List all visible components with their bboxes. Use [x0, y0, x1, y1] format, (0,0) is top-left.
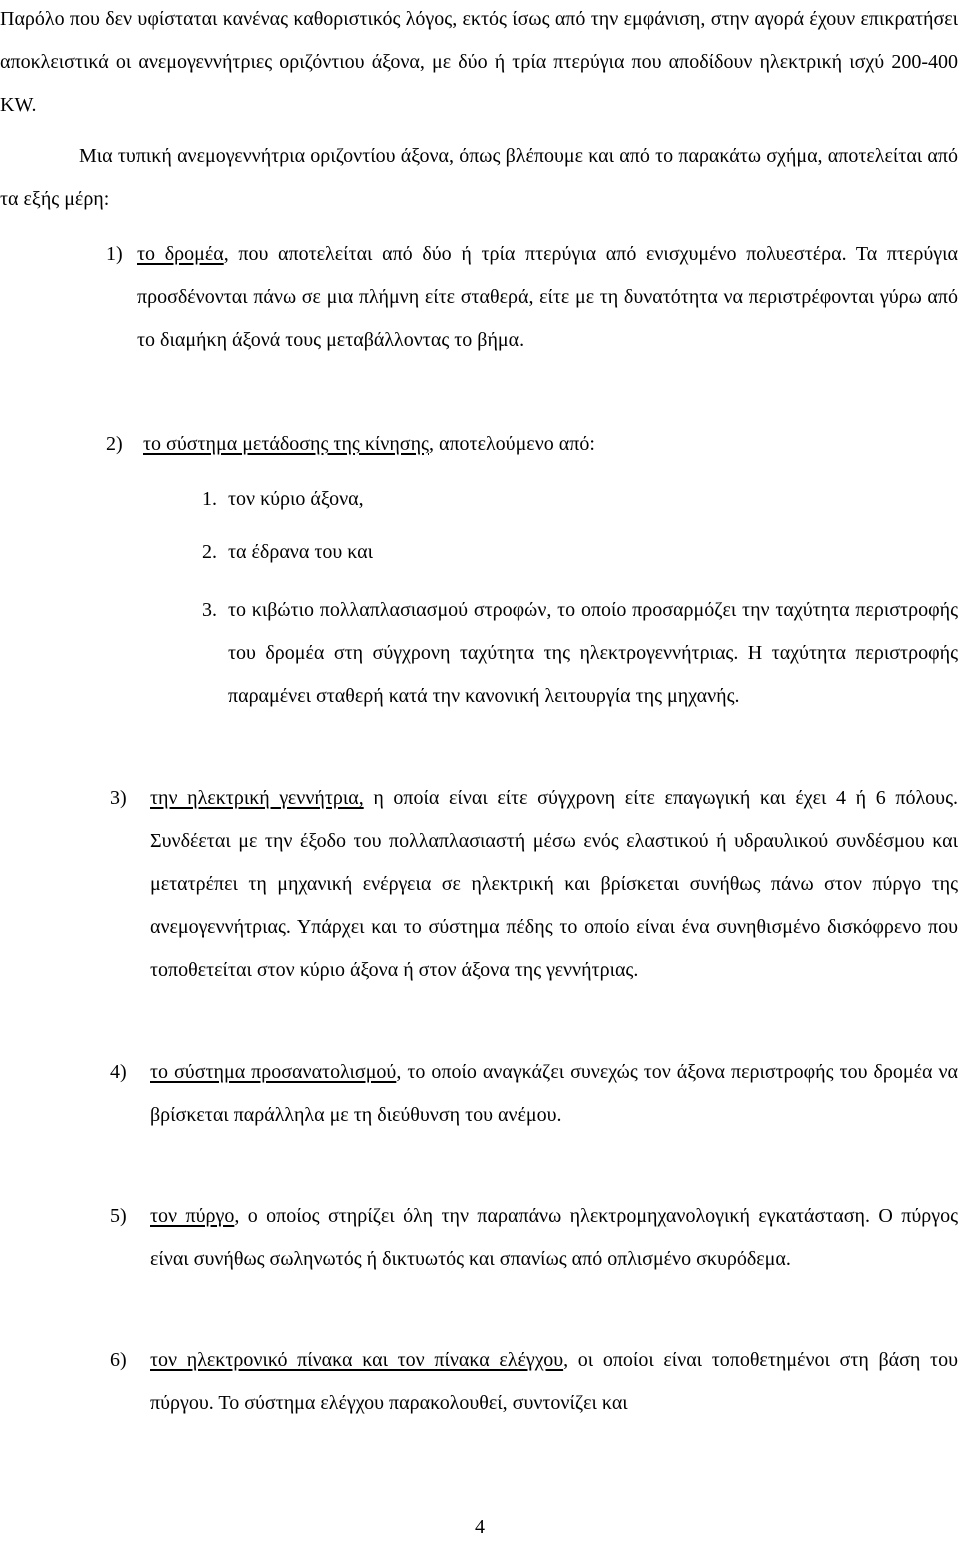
list-item-number: 3): [110, 787, 127, 809]
paragraph-components-intro: Μια τυπική ανεμογεννήτρια οριζοντίου άξονα, όπως βλέπουμε και από το παρακάτω σχήμα, αποτελείται από τα εξής μέρη:: [0, 145, 958, 210]
list-item-number: 4): [110, 1061, 127, 1083]
list-item-text: , ο οποίος στηρίζει όλη την παραπάνω ηλεκτρομηχανολογική εγκατάσταση. Ο πύργος είναι συνήθως σωληνωτός ή δικτυωτός και σπανίως από οπλισμένο σκυρόδεμα.: [150, 1205, 959, 1270]
page-number: 4: [475, 1516, 485, 1538]
list-item-title: το δρομέα: [137, 243, 224, 265]
list-item-number: 6): [110, 1349, 127, 1371]
sublist-item-bearings: τα έδρανα του και: [228, 541, 374, 563]
list-item-title: το σύστημα μετάδοσης της κίνησης: [143, 433, 429, 455]
list-item-transmission: [143, 423, 958, 466]
list-item-yaw-system: [150, 1051, 958, 1137]
list-item-number: 2): [106, 433, 123, 455]
list-item-title: τον πύργο: [150, 1205, 235, 1227]
list-item-text: , που αποτελείται από δύο ή τρία πτερύγια από ενισχυμένο πολυεστέρα. Τα πτερύγια προσδένονται πάνω σε μια πλήμνη είτε σταθερά, είτε με τη δυνατότητα να περιστρέφονται γύρω από το διαμήκη άξονά τους μεταβάλλοντας το βήμα.: [137, 243, 959, 351]
list-item-tower: [150, 1195, 958, 1281]
sublist-item-main-shaft: τον κύριο άξονα,: [228, 488, 364, 510]
paragraph-intro: Παρόλο που δεν υφίσταται κανένας καθοριστικός λόγος, εκτός ίσως από την εμφάνιση, στην αγορά έχουν επικρατήσει αποκλειστικά οι ανεμογεννήτριες οριζόντιου άξονα, με δύο ή τρία πτερύγια που αποδίδουν ηλεκτρική ισχύ 200-400 KW.: [0, 8, 958, 116]
sublist-item-gearbox: το κιβώτιο πολλαπλασιασμού στροφών, το οποίο προσαρμόζει την ταχύτητα περιστροφής του δρομέα στη σύγχρονη ταχύτητα της ηλεκτρογεννήτριας. Η ταχύτητα περιστροφής παραμένει σταθερή κατά την κανονική λειτουργία της μηχανής.: [228, 599, 958, 707]
list-item-text: , αποτελούμενο από:: [428, 433, 595, 455]
list-item-text: , το οποίο αναγκάζει συνεχώς τον άξονα περιστροφής του δρομέα να βρίσκεται παράλληλα με τη διεύθυνση του ανέμου.: [150, 1061, 958, 1126]
list-item-title: την ηλεκτρική γεννήτρια,: [150, 787, 364, 809]
sublist-item-number: 2.: [202, 541, 217, 563]
list-item-text: , οι οποίοι είναι τοποθετημένοι στη βάση του πύργου. Το σύστημα ελέγχου παρακολουθεί, συντονίζει και: [150, 1349, 958, 1414]
list-item-title: τον ηλεκτρονικό πίνακα και τον πίνακα ελέγχου: [150, 1349, 564, 1371]
sublist-item-number: 3.: [202, 599, 217, 621]
list-item-text: η οποία είναι είτε σύγχρονη είτε επαγωγική και έχει 4 ή 6 πόλους. Συνδέεται με την έξοδο του πολλαπλασιαστή μέσω ενός ελαστικού ή υδραυλικού συνδέσμου και μετατρέπει τη μηχανική ενέργεια σε ηλεκτρική και βρίσκεται συνήθως πάνω στον πύργο της ανεμογεννήτριας. Υπάρχει και το σύστημα πέδης το οποίο είναι ένα συνηθισμένο δισκόφρενο που τοποθετείται στον κύριο άξονα ή στον άξονα της γεννήτριας.: [150, 787, 958, 981]
list-item-rotor: [137, 233, 958, 362]
list-item-number: 5): [110, 1205, 127, 1227]
list-item-number: 1): [106, 243, 123, 265]
list-item-title: το σύστημα προσανατολισμού: [150, 1061, 397, 1083]
list-item-generator: [150, 777, 958, 992]
list-item-control-panel: [150, 1339, 958, 1425]
sublist-item-number: 1.: [202, 488, 217, 510]
